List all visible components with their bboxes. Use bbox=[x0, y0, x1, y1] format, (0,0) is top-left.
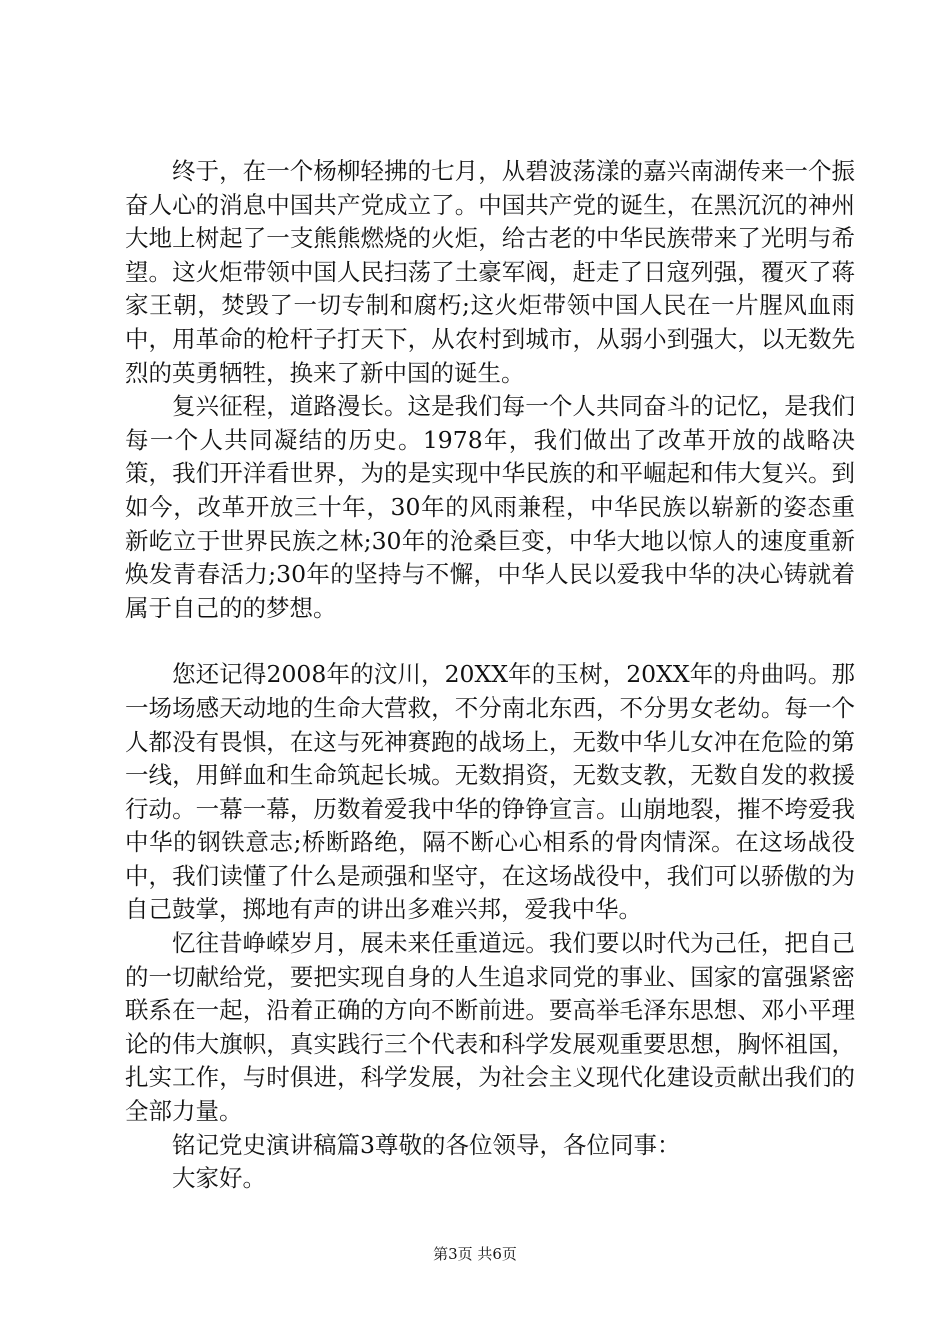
page-footer: 第3页 共6页 bbox=[433, 1245, 517, 1263]
paragraph-revival-journey: 复兴征程，道路漫长。这是我们每一个人共同奋斗的记忆，是我们每一个人共同凝结的历史。1978年，我们做出了改革开放的战略决策，我们开洋看世界，为的是实现中华民族的和平崛起和伟大复兴。到如今，改革开放三十年，30年的风雨兼程，中华民族以崭新的姿态重新屹立于世界民族之林;30年的沧桑巨变，中华大地以惊人的速度重新焕发青春活力;30年的坚持与不懈，中华人民以爱我中华的决心铸就着属于自己的的梦想。 bbox=[125, 392, 855, 622]
paragraph-party-founding: 终于，在一个杨柳轻拂的七月，从碧波荡漾的嘉兴南湖传来一个振奋人心的消息中国共产党成立了。中国共产党的诞生，在黑沉沉的神州大地上树起了一支熊熊燃烧的火炬，给古老的中华民族带来了光明与希望。这火炬带领中国人民扫荡了土豪军阀，赶走了日寇列强，覆灭了蒋家王朝，焚毁了一切专制和腐朽;这火炬带领中国人民在一片腥风血雨中，用革命的枪杆子打天下，从农村到城市，从弱小到强大，以无数先烈的英勇牺牲，换来了新中国的诞生。 bbox=[125, 157, 855, 387]
paragraph-speech-heading: 铭记党史演讲稿篇3尊敬的各位领导，各位同事： bbox=[172, 1130, 681, 1159]
paragraph-disaster-relief: 您还记得2008年的汶川，20XX年的玉树，20XX年的舟曲吗。那一场场感天动地的生命大营救，不分南北东西，不分男女老幼。每一个人都没有畏惧，在这与死神赛跑的战场上，无数中华儿女冲在危险的第一线，用鲜血和生命筑起长城。无数捐资，无数支教，无数自发的救援行动。一幕一幕，历数着爱我中华的铮铮宣言。山崩地裂，摧不垮爱我中华的钢铁意志;桥断路绝，隔不断心心相系的骨肉情深。在这场战役中，我们读懂了什么是顽强和坚守，在这场战役中，我们可以骄傲的为自己鼓掌，掷地有声的讲出多难兴邦，爱我中华。 bbox=[125, 660, 855, 924]
document-body bbox=[125, 155, 855, 1196]
paragraph-future-mission: 忆往昔峥嵘岁月，展未来任重道远。我们要以时代为己任，把自己的一切献给党，要把实现自身的人生追求同党的事业、国家的富强紧密联系在一起，沿着正确的方向不断前进。要高举毛泽东思想、邓小平理论的伟大旗帜，真实践行三个代表和科学发展观重要思想，胸怀祖国，扎实工作，与时俱进，科学发展，为社会主义现代化建设贡献出我们的全部力量。 bbox=[125, 929, 855, 1126]
paragraph-greeting: 大家好。 bbox=[172, 1164, 266, 1193]
